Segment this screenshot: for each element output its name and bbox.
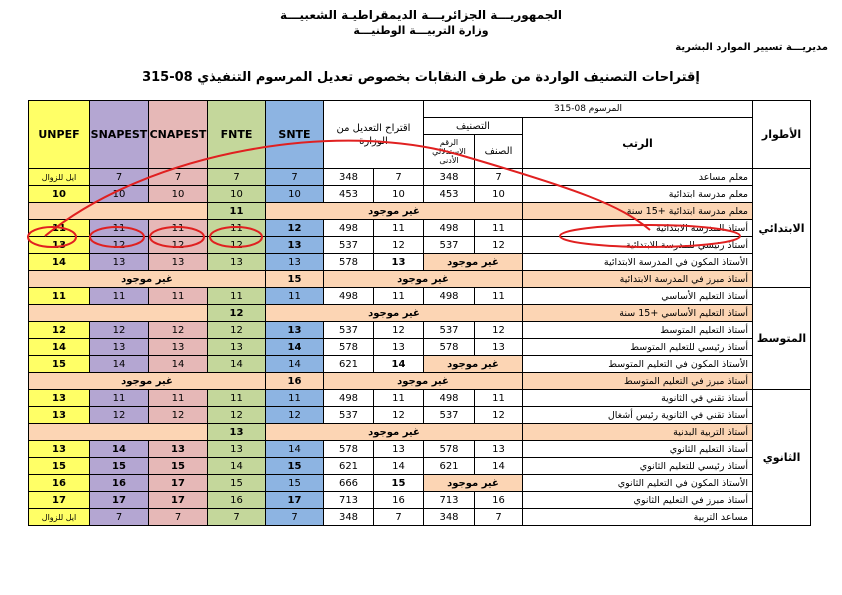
cell-col-2: 17 (149, 475, 208, 492)
cell-col-3: 14 (208, 458, 266, 475)
table-row (29, 271, 811, 288)
cell-col-2: 12 (149, 237, 208, 254)
cell-col-1: 17 (90, 492, 149, 509)
cell-col-1: 11 (90, 390, 149, 407)
ministry-heading: وزارة التربيـــة الوطنيـــة (353, 24, 489, 37)
cell-col-8: 11 (475, 390, 523, 407)
classification-table (28, 100, 811, 526)
grade-label: أستاذ مبرز في التعليم المتوسط (523, 373, 753, 390)
cell-col-2: 13 (149, 441, 208, 458)
cell-col-5: 498 (324, 288, 374, 305)
not-found-cell-decree: غير موجود (324, 373, 523, 390)
cell-col-4: 14 (266, 339, 324, 356)
cell-col-0: 13 (29, 237, 90, 254)
cell-col-1: 12 (90, 407, 149, 424)
cell-col-8: 11 (475, 288, 523, 305)
cell-col-0: 13 (29, 441, 90, 458)
empty-cell (29, 305, 208, 322)
cell-col-4: 11 (266, 288, 324, 305)
not-found-cell: غير موجود (424, 475, 523, 492)
cell-col-1: 11 (90, 220, 149, 237)
cell-col-7: 578 (424, 339, 475, 356)
cell-col-8: 12 (475, 407, 523, 424)
cell-col-3: 7 (208, 169, 266, 186)
header-snte: SNTE (266, 101, 324, 169)
cell-col-1: 10 (90, 186, 149, 203)
cell-col-8: 7 (475, 509, 523, 526)
header-grades: الرتب (523, 118, 753, 169)
table-row (29, 305, 811, 322)
table-row (29, 169, 811, 186)
cell-col-0: 17 (29, 492, 90, 509)
cell-col-7: 498 (424, 390, 475, 407)
cell-col-3: 13 (208, 441, 266, 458)
cell-col-8: 13 (475, 441, 523, 458)
cell-col-7: 537 (424, 322, 475, 339)
cell-col-0: 10 (29, 186, 90, 203)
cell-col-1: 12 (90, 237, 149, 254)
cell-col-6: 13 (374, 339, 424, 356)
not-found-cell-unions: غير موجود (29, 373, 266, 390)
grade-label: أستاذ رئيسي للتعليم الثانوي (523, 458, 753, 475)
cell-col-7: 348 (424, 509, 475, 526)
grade-label: أستاذ المدرسة الابتدائية (523, 220, 753, 237)
table-row (29, 458, 811, 475)
cell-col-2: 17 (149, 492, 208, 509)
cell-col-5: 666 (324, 475, 374, 492)
cell-col-3: 11 (208, 288, 266, 305)
cell-col-2: 12 (149, 407, 208, 424)
cell-col-0: 14 (29, 254, 90, 271)
cell-col-7: 578 (424, 441, 475, 458)
cell-col-5: 621 (324, 356, 374, 373)
header-class: الصنف (475, 135, 523, 169)
grade-label: أستاذ رئيسي للتعليم المتوسط (523, 339, 753, 356)
header-classification: التصنيف (424, 118, 523, 135)
cell-col-0: 13 (29, 390, 90, 407)
stage-label: الثانوي (753, 390, 811, 526)
cell-col-5: 578 (324, 254, 374, 271)
cell-col-5: 498 (324, 220, 374, 237)
cell-col-6: 11 (374, 390, 424, 407)
grade-label: أستاذ التعليم الأساسي +15 سنة (523, 305, 753, 322)
table-row (29, 441, 811, 458)
table-row (29, 322, 811, 339)
cell-col-6: 13 (374, 441, 424, 458)
cell-col-3: 7 (208, 509, 266, 526)
cell-col-3: 13 (208, 339, 266, 356)
stage-label: المتوسط (753, 288, 811, 390)
cell-col-2: 14 (149, 356, 208, 373)
cell-col-6: 15 (374, 475, 424, 492)
cell-col-5: 713 (324, 492, 374, 509)
table-row (29, 203, 811, 220)
cell-col-6: 13 (374, 254, 424, 271)
cell-col-0: ايل للزوال (29, 169, 90, 186)
cell-col-4: 14 (266, 356, 324, 373)
cell-col-4: 17 (266, 492, 324, 509)
header-decree: المرسوم 08-315 (424, 101, 753, 118)
grade-label: أستاذ تقني في الثانوية (523, 390, 753, 407)
cell-col-1: 12 (90, 322, 149, 339)
cell-col-6: 14 (374, 356, 424, 373)
cell-col-7: 498 (424, 288, 475, 305)
table-row (29, 237, 811, 254)
cell-col-6: 7 (374, 509, 424, 526)
cell-col-3: 11 (208, 220, 266, 237)
cell-col-3: 13 (208, 254, 266, 271)
cell-col-3: 10 (208, 186, 266, 203)
cell-col-3: 12 (208, 237, 266, 254)
table-row (29, 390, 811, 407)
cell-col-6: 7 (374, 169, 424, 186)
grade-label: معلم مدرسة ابتدائية (523, 186, 753, 203)
cell-col-7: 453 (424, 186, 475, 203)
cell-col-2: 7 (149, 509, 208, 526)
cell-col-3: 16 (208, 492, 266, 509)
cell-col-0: 12 (29, 322, 90, 339)
not-found-cell: غير موجود (424, 356, 523, 373)
cell-col-5: 621 (324, 458, 374, 475)
cell-col-5: 348 (324, 169, 374, 186)
cell-col-2: 10 (149, 186, 208, 203)
cell-col-5: 348 (324, 509, 374, 526)
cell-col-4: 13 (266, 254, 324, 271)
cell-col-0: 13 (29, 407, 90, 424)
grade-label: أستاذ التعليم الأساسي (523, 288, 753, 305)
grade-label: أستاذ مبرز في التعليم الثانوي (523, 492, 753, 509)
cell-col-4: 11 (266, 390, 324, 407)
cell-col-0: 14 (29, 339, 90, 356)
header-unpef: UNPEF (29, 101, 90, 169)
table-row (29, 186, 811, 203)
cell-col-0: ايل للزوال (29, 509, 90, 526)
header-fnte: FNTE (208, 101, 266, 169)
cell-col-8: 11 (475, 220, 523, 237)
grade-label: أستاذ التعليم الثانوي (523, 441, 753, 458)
cell-fnte: 11 (208, 203, 266, 220)
not-found-cell-decree: غير موجود (324, 271, 523, 288)
grade-label: الأستاذ المكون في المدرسة الابتدائية (523, 254, 753, 271)
cell-col-8: 16 (475, 492, 523, 509)
cell-col-7: 621 (424, 458, 475, 475)
cell-col-5: 537 (324, 237, 374, 254)
table-row (29, 339, 811, 356)
empty-cell (29, 424, 208, 441)
document-title: إقتراحات التصنيف الواردة من طرف النقابات بخصوص تعديل المرسوم التنفيذي 08-315 (142, 70, 700, 85)
grade-label: معلم مساعد (523, 169, 753, 186)
cell-col-2: 11 (149, 390, 208, 407)
cell-col-5: 537 (324, 322, 374, 339)
header-stages: الأطوار (753, 101, 811, 169)
cell-col-3: 15 (208, 475, 266, 492)
cell-snte: 16 (266, 373, 324, 390)
cell-col-7: 537 (424, 407, 475, 424)
cell-col-2: 13 (149, 339, 208, 356)
cell-fnte: 13 (208, 424, 266, 441)
cell-col-6: 12 (374, 237, 424, 254)
cell-col-6: 14 (374, 458, 424, 475)
cell-col-2: 15 (149, 458, 208, 475)
grade-label: أستاذ رئيسي للمدرسة الابتدائية (523, 237, 753, 254)
cell-col-2: 13 (149, 254, 208, 271)
cell-col-7: 713 (424, 492, 475, 509)
not-found-cell: غير موجود (266, 305, 523, 322)
cell-col-0: 11 (29, 220, 90, 237)
cell-col-8: 7 (475, 169, 523, 186)
cell-col-4: 7 (266, 169, 324, 186)
cell-col-1: 13 (90, 339, 149, 356)
cell-col-8: 14 (475, 458, 523, 475)
cell-col-4: 12 (266, 220, 324, 237)
cell-col-4: 14 (266, 441, 324, 458)
cell-col-0: 15 (29, 458, 90, 475)
cell-col-2: 11 (149, 220, 208, 237)
cell-col-4: 13 (266, 322, 324, 339)
cell-col-5: 453 (324, 186, 374, 203)
cell-col-1: 14 (90, 441, 149, 458)
empty-cell (29, 203, 208, 220)
grade-label: الأستاذ المكون في التعليم الثانوي (523, 475, 753, 492)
cell-fnte: 12 (208, 305, 266, 322)
cell-col-3: 12 (208, 407, 266, 424)
cell-col-7: 348 (424, 169, 475, 186)
cell-col-6: 11 (374, 220, 424, 237)
cell-col-2: 12 (149, 322, 208, 339)
cell-col-4: 10 (266, 186, 324, 203)
header-index: الرقم الاستدلالي الأدنى (424, 135, 475, 169)
cell-col-8: 10 (475, 186, 523, 203)
cell-col-7: 537 (424, 237, 475, 254)
cell-col-3: 11 (208, 390, 266, 407)
cell-snte: 15 (266, 271, 324, 288)
cell-col-2: 7 (149, 169, 208, 186)
cell-col-6: 10 (374, 186, 424, 203)
grade-label: مساعد التربية (523, 509, 753, 526)
cell-col-1: 16 (90, 475, 149, 492)
cell-col-4: 15 (266, 458, 324, 475)
table-row (29, 288, 811, 305)
grade-label: أستاذ تقني في الثانوية رئيس أشغال (523, 407, 753, 424)
cell-col-1: 7 (90, 169, 149, 186)
grade-label: أستاذ مبرز في المدرسة الابتدائية (523, 271, 753, 288)
cell-col-1: 15 (90, 458, 149, 475)
table-row (29, 492, 811, 509)
grade-label: أستاذ التعليم المتوسط (523, 322, 753, 339)
table-row (29, 254, 811, 271)
cell-col-3: 12 (208, 322, 266, 339)
header-snapest: SNAPEST (90, 101, 149, 169)
cell-col-4: 7 (266, 509, 324, 526)
cell-col-7: 498 (424, 220, 475, 237)
directorate-label: مديريـــة تسيير الموارد البشرية (675, 42, 828, 53)
cell-col-0: 11 (29, 288, 90, 305)
cell-col-6: 12 (374, 322, 424, 339)
cell-col-1: 13 (90, 254, 149, 271)
cell-col-4: 15 (266, 475, 324, 492)
not-found-cell: غير موجود (266, 203, 523, 220)
table-row (29, 407, 811, 424)
table-row (29, 373, 811, 390)
cell-col-6: 16 (374, 492, 424, 509)
not-found-cell: غير موجود (424, 254, 523, 271)
cell-col-5: 537 (324, 407, 374, 424)
cell-col-1: 11 (90, 288, 149, 305)
cell-col-8: 12 (475, 237, 523, 254)
cell-col-3: 14 (208, 356, 266, 373)
not-found-cell: غير موجود (266, 424, 523, 441)
grade-label: الأستاذ المكون في التعليم المتوسط (523, 356, 753, 373)
cell-col-2: 11 (149, 288, 208, 305)
stage-label: الابتدائي (753, 169, 811, 288)
cell-col-1: 14 (90, 356, 149, 373)
cell-col-5: 578 (324, 441, 374, 458)
cell-col-5: 578 (324, 339, 374, 356)
cell-col-8: 13 (475, 339, 523, 356)
table-row (29, 509, 811, 526)
table-row (29, 475, 811, 492)
table-row (29, 356, 811, 373)
cell-col-0: 16 (29, 475, 90, 492)
cell-col-6: 11 (374, 288, 424, 305)
cell-col-4: 12 (266, 407, 324, 424)
grade-label: معلم مدرسة ابتدائية +15 سنة (523, 203, 753, 220)
cell-col-5: 498 (324, 390, 374, 407)
cell-col-8: 12 (475, 322, 523, 339)
grade-label: أستاذ التربية البدنية (523, 424, 753, 441)
header-cnapest: CNAPEST (149, 101, 208, 169)
header-ministry-proposal: اقتراح التعديل من الوزارة (324, 101, 424, 169)
cell-col-4: 13 (266, 237, 324, 254)
cell-col-0: 15 (29, 356, 90, 373)
cell-col-1: 7 (90, 509, 149, 526)
not-found-cell-unions: غير موجود (29, 271, 266, 288)
cell-col-6: 12 (374, 407, 424, 424)
republic-heading: الجمهوريـــة الجزائريـــة الديمقراطيـة الشعبيـــة (279, 8, 563, 22)
table-row (29, 424, 811, 441)
table-row (29, 220, 811, 237)
